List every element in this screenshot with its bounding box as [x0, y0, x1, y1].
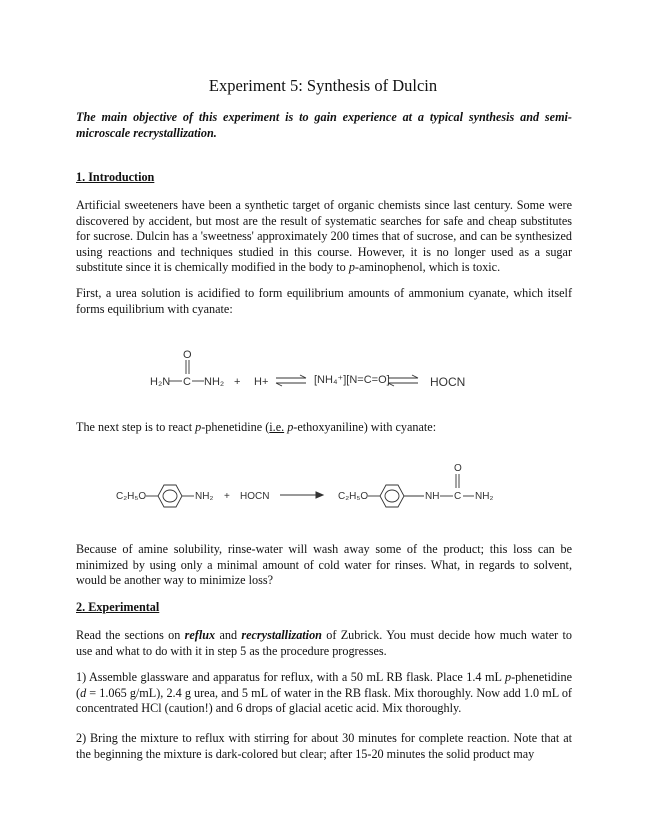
hocn-reagent: HOCN — [240, 491, 270, 502]
urea-oxygen: O — [183, 349, 192, 361]
benzene-ring-1 — [158, 485, 182, 507]
intro-paragraph-1: Artificial sweeteners have been a synthetic target of organic chemists since last century. Some were discovered by accident, but most are the result of systematic searches for safe and cheap substitutes for sucrose. Dulcin has a 'sweetness' approximately 200 times that of sucrose, and can be synthesized using reactions and techniques studied in this course. However, it is no longer used as a sugar substitute since it is chemically modified in the body to p-aminophenol, which is toxic. — [76, 198, 572, 274]
dulcin-formation-scheme — [112, 458, 512, 518]
plus-sign: + — [234, 376, 241, 388]
introduction-heading: 1. Introduction — [76, 170, 155, 184]
benzene-ring-2 — [380, 485, 404, 507]
intro-paragraph-2: First, a urea solution is acidified to form equilibrium amounts of ammonium cyanate, which itself forms equilibrium with cyanate: — [76, 286, 572, 316]
amine-group: NH₂ — [195, 491, 214, 502]
urea-nh2-right: NH₂ — [204, 376, 225, 388]
product-nh: NH — [425, 491, 440, 502]
intro-paragraph-4: Because of amine solubility, rinse-water will wash away some of the product; this loss can be minimized by using only a minimal amount of cold water for rinses. What, in regards to solvent, would be another way to minimize loss? — [76, 542, 572, 587]
product-nh2: NH₂ — [475, 491, 494, 502]
urea-equilibrium-scheme — [126, 345, 506, 395]
carbonyl-oxygen: O — [454, 463, 462, 474]
ethoxy-group: C₂H₅O — [116, 491, 147, 502]
procedure-step-2: 2) Bring the mixture to reflux with stirring for about 30 minutes for complete reaction. Note that at the beginning the mixture is dark-colored but clear; after 15-20 minutes the solid product may — [76, 731, 572, 761]
experimental-heading: 2. Experimental — [76, 600, 160, 614]
isocyanic-acid: HOCN — [430, 375, 466, 389]
intro-paragraph-3: The next step is to react p-phenetidine (i.e. p-ethoxyaniline) with cyanate: — [76, 420, 437, 434]
urea-carbon: C — [183, 376, 191, 388]
acid-proton: H+ — [254, 376, 269, 388]
objective-statement: The main objective of this experiment is to gain experience at a typical synthesis and semi-microscale recrystallization. — [76, 110, 572, 140]
plus-sign-2: + — [224, 491, 230, 502]
ammonium-cyanate: [NH₄⁺][N=C=O] — [314, 374, 390, 386]
page-title: Experiment 5: Synthesis of Dulcin — [208, 76, 438, 95]
procedure-step-1: 1) Assemble glassware and apparatus for reflux, with a 50 mL RB flask. Place 1.4 mL p-phenetidine (d = 1.065 g/mL), 2.4 g urea, and 5 mL of water in the RB flask. Mix thoroughly. Now add 1.0 mL of concentrated HCl (caution!) and 6 drops of glacial acetic acid. Mix thoroughly. — [76, 670, 572, 715]
equilibrium-arrow-1 — [276, 375, 306, 386]
experimental-paragraph-1: Read the sections on reflux and recrystallization of Zubrick. You must decide how much water to use and what to do with it in step 5 as the procedure progresses. — [76, 628, 572, 658]
reaction-arrow — [280, 492, 323, 498]
carbonyl-carbon: C — [454, 491, 462, 502]
equilibrium-arrow-2 — [388, 375, 418, 386]
product-ethoxy-group: C₂H₅O — [338, 491, 369, 502]
urea-nh2-left: H₂N — [150, 376, 171, 388]
